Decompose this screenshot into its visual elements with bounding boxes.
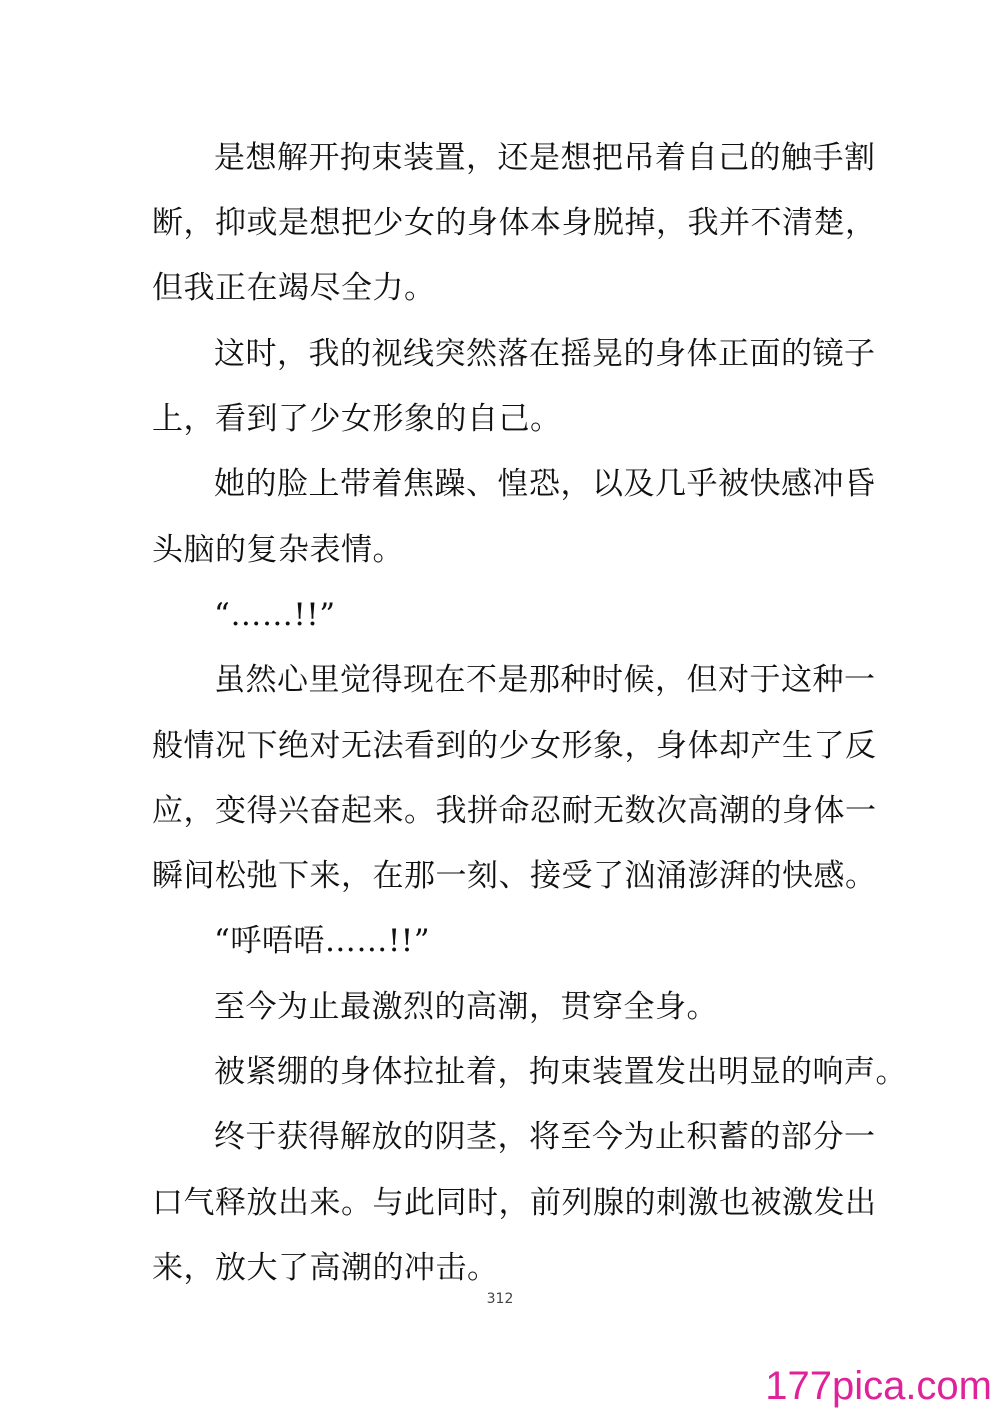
text-line: 这时，我的视线突然落在摇晃的身体正面的镜子 — [214, 336, 876, 372]
watermark: 177pica.com — [765, 1364, 992, 1408]
text-line: 至今为止最激烈的高潮，贯穿全身。 — [214, 989, 718, 1025]
text-line: 般情况下绝对无法看到的少女形象，身体却产生了反 — [152, 728, 877, 764]
dialogue-line: “……!!” — [214, 597, 336, 633]
page-number: 312 — [486, 1291, 514, 1307]
text-line: 来，放大了高潮的冲击。 — [152, 1250, 499, 1286]
text-line: 口气释放出来。与此同时，前列腺的刺激也被激发出 — [152, 1185, 877, 1221]
text-line: 终于获得解放的阴茎，将至今为止积蓄的部分一 — [214, 1119, 876, 1155]
text-line: 瞬间松弛下来，在那一刻、接受了汹涌澎湃的快感。 — [152, 858, 877, 894]
dialogue-line: “呼唔唔……!!” — [214, 923, 431, 959]
text-line: 她的脸上带着焦躁、惶恐，以及几乎被快感冲昏 — [214, 466, 876, 502]
text-line: 断，抑或是想把少女的身体本身脱掉，我并不清楚， — [152, 205, 877, 241]
text-line: 虽然心里觉得现在不是那种时候，但对于这种一 — [214, 662, 876, 698]
text-line: 上，看到了少女形象的自己。 — [152, 401, 562, 437]
text-line: 是想解开拘束装置，还是想把吊着自己的触手割 — [214, 140, 876, 176]
text-line: 被紧绷的身体拉扯着，拘束装置发出明显的响声。 — [214, 1054, 907, 1090]
text-line: 但我正在竭尽全力。 — [152, 270, 436, 306]
text-line: 应，变得兴奋起来。我拼命忍耐无数次高潮的身体一 — [152, 793, 877, 829]
text-line: 头脑的复杂表情。 — [152, 532, 404, 568]
